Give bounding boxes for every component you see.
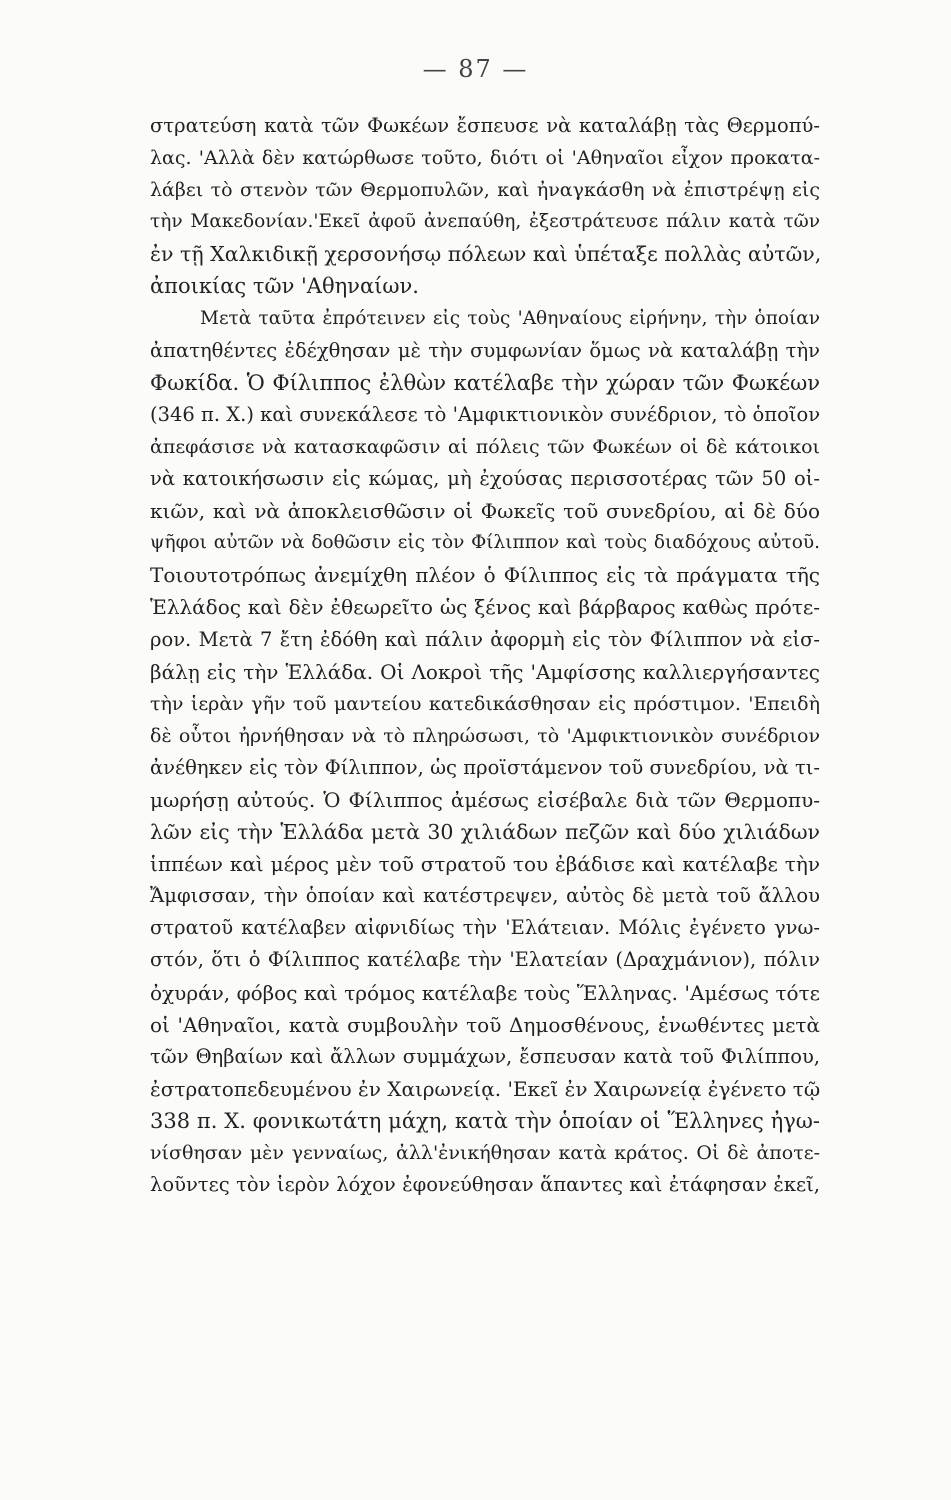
text-line: (346 π. Χ.) καὶ συνεκάλεσε τὸ 'Αμφικτιονικὸν συνέδριον, τὸ ὁποῖον [150,402,821,426]
text-line: νὰ κατοικήσωσιν εἰς κώμας, μὴ ἐχούσας περισσοτέρας τῶν 50 οἰ- [150,467,820,491]
text-line: βάλῃ εἰς τὴν Ἑλλάδα. Οἱ Λοκροὶ τῆς 'Αμφίσσης καλλιεργήσαντες [150,659,820,684]
paragraph-1 [150,110,820,303]
text-line: στρατεύση κατὰ τῶν Φωκέων ἔσπευσε νὰ καταλάβῃ τὰς Θερμοπύ- [150,114,820,137]
text-line: ἱππέων καὶ μέρος μὲν τοῦ στρατοῦ του ἐβάδισε καὶ κατέλαβε τὴν [150,852,820,877]
text-line: ἀπεφάσισε νὰ κατασκαφῶσιν αἱ πόλεις τῶν Φωκέων οἱ δὲ κάτοικοι [150,435,820,458]
text-line: στρατοῦ κατέλαβεν αἰφνιδίως τὴν 'Ελάτειαν. Μόλις ἐγένετο γνω- [150,916,820,940]
text-line: ρον. Μετὰ 7 ἔτη ἐδόθη καὶ πάλιν ἀφορμὴ εἰς τὸν Φίλιππον νὰ εἰσ- [150,627,820,651]
text-line: Ἄμφισσαν, τὴν ὁποίαν καὶ κατέστρεψεν, αὐτὸς δὲ μετὰ τοῦ ἄλλου [150,884,820,908]
text-line: Τοιουτοτρόπως ἀνεμίχθη πλέον ὁ Φίλιππος εἰς τὰ πράγματα τῆς [150,563,820,588]
text-line: Φωκίδα. Ὁ Φίλιππος ἐλθὼν κατέλαβε τὴν χώραν τῶν Φωκέων [150,370,820,395]
text-line: κιῶν, καὶ νὰ ἀποκλεισθῶσιν οἱ Φωκεῖς τοῦ συνεδρίου, αἱ δὲ δύο [150,499,820,524]
paragraph-2 [150,303,820,1202]
text-line: ἀνέθηκεν εἰς τὸν Φίλιππον, ὡς προϊστάμενον τοῦ συνεδρίου, νὰ τι- [150,755,820,779]
text-line: στόν, ὅτι ὁ Φίλιππος κατέλαβε τὴν 'Ελατείαν (Δραχμάνιον), πόλιν [150,948,820,972]
text-line: λας. 'Αλλὰ δὲν κατώρθωσε τοῦτο, διότι οἱ 'Αθηναῖοι εἶχον προκατα- [150,147,820,170]
text-line: λῶν εἰς τὴν Ἑλλάδα μετὰ 30 χιλιάδων πεζῶν καὶ δύο χιλιάδων [150,820,820,845]
page-number: — 87 — [422,55,529,83]
text-line: τῶν Θηβαίων καὶ ἄλλων συμμάχων, ἔσπευσαν κατὰ τοῦ Φιλίππου, [150,1044,820,1068]
text-line: ἀπατηθέντες ἐδέχθησαν μὲ τὴν συμφωνίαν ὅμως νὰ καταλάβῃ τὴν [150,338,820,362]
body-text [150,110,820,1201]
text-line: δὲ οὗτοι ἠρνήθησαν νὰ τὸ πληρώσωσι, τὸ 'Αμφικτιονικὸν συνέδριον [150,724,820,747]
text-line: Μετὰ ταῦτα ἐπρότεινεν εἰς τοὺς 'Αθηναίους εἰρήνην, τὴν ὁποίαν [200,307,820,329]
text-line: λοῦντες τὸν ἱερὸν λόχον ἐφονεύθησαν ἅπαντες καὶ ἐτάφησαν ἐκεῖ, [150,1173,820,1197]
text-line: ὀχυράν, φόβος καὶ τρόμος κατέλαβε τοὺς Ἕλληνας. 'Αμέσως τότε [150,980,820,1005]
text-line: 338 π. Χ. φονικωτάτη μάχη, κατὰ τὴν ὁποίαν οἱ Ἕλληνες ἠγω- [150,1108,820,1133]
text-line: οἱ 'Αθηναῖοι, κατὰ συμβουλὴν τοῦ Δημοσθένους, ἑνωθέντες μετὰ [150,1012,820,1037]
text-line: ψῆφοι αὐτῶν νὰ δοθῶσιν εἰς τὸν Φίλιππον καὶ τοὺς διαδόχους αὐτοῦ. [150,532,820,554]
text-line: Ἑλλάδος καὶ δὲν ἐθεωρεῖτο ὡς ξένος καὶ βάρβαρος καθὼς πρότε- [150,595,820,620]
text-line: ἐστρατοπεδευμένου ἐν Χαιρωνείᾳ. 'Εκεῖ ἐν Χαιρωνείᾳ ἐγένετο τῷ [150,1076,821,1101]
text-line: τὴν Μακεδονίαν.'Εκεῖ ἀφοῦ ἀνεπαύθη, ἐξεστράτευσε πάλιν κατὰ τῶν [150,211,820,233]
text-line: λάβει τὸ στενὸν τῶν Θερμοπυλῶν, καὶ ἠναγκάσθη νὰ ἐπιστρέψῃ εἰς [150,179,820,202]
text-line: ἐν τῇ Χαλκιδικῇ χερσονήσῳ πόλεων καὶ ὑπέταξε πολλὰς αὐτῶν, [150,242,822,267]
text-line: ἀποικίας τῶν 'Αθηναίων. [150,274,419,299]
text-line: μωρήσῃ αὐτούς. Ὁ Φίλιππος ἀμέσως εἰσέβαλε διὰ τῶν Θερμοπυ- [150,787,820,812]
text-line: νίσθησαν μὲν γενναίως, ἀλλ'ἐνικήθησαν κατὰ κράτος. Οἱ δὲ ἀποτε- [150,1142,820,1164]
text-line: τὴν ἱερὰν γῆν τοῦ μαντείου κατεδικάσθησαν εἰς πρόστιμον. 'Επειδὴ [150,692,820,715]
